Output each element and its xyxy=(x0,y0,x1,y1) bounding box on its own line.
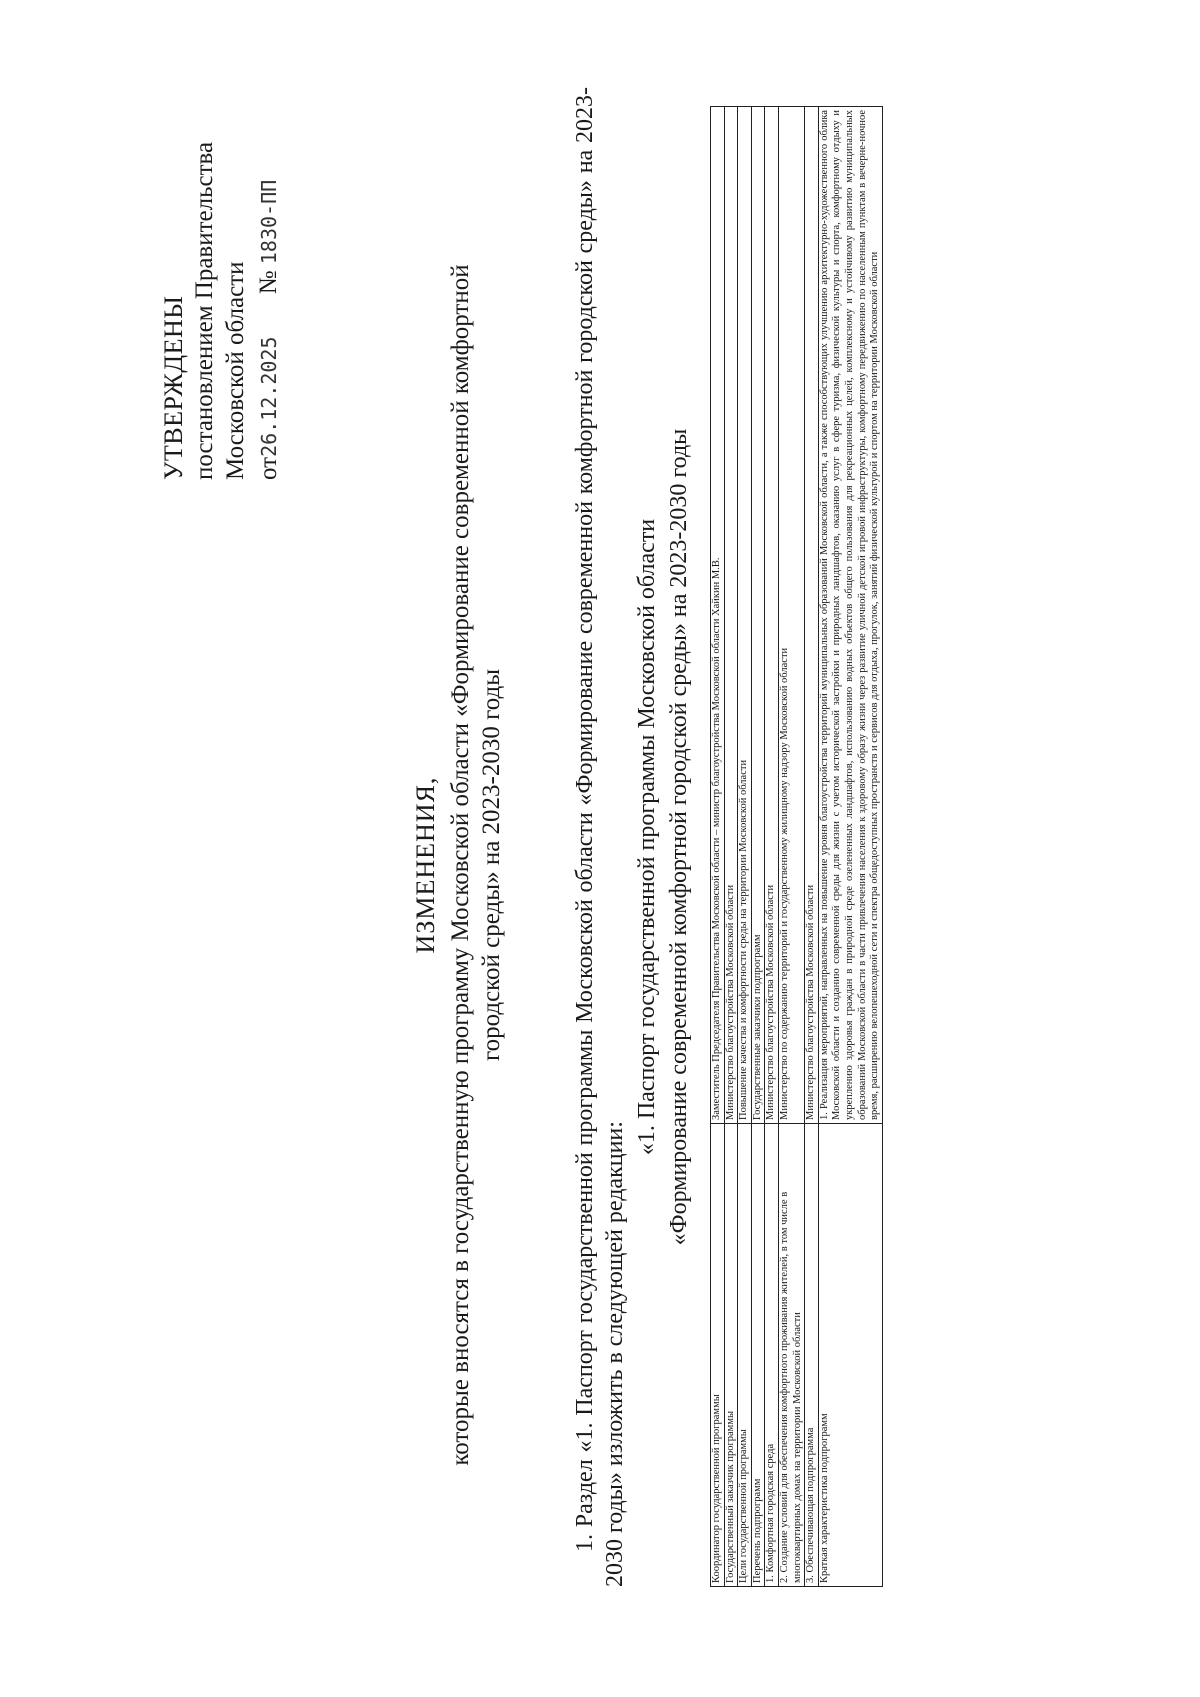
section-intro xyxy=(570,87,694,1587)
document-title xyxy=(410,255,507,1475)
row-value: Заместитель Председателя Правительства Московской области – министр благоустройства Московской области Хайкин М.В. xyxy=(711,107,725,1124)
row-label: 3. Обеспечивающая подпрограмма xyxy=(805,1124,819,1587)
section-paragraph: 1. Раздел «1. Паспорт государственной программы Московской области «Формирование современной комфортной городской среды» на 2023-2030 годы» изложить в следующей редакции: xyxy=(572,87,628,1587)
table-row xyxy=(765,107,779,1587)
number-prefix: № xyxy=(255,270,282,295)
table-row xyxy=(751,107,765,1587)
rotated-sheet xyxy=(80,25,1200,1625)
document-subheading-2: городской среды» на 2023-2030 годы xyxy=(478,668,505,1062)
row-label: 1. Комфортная городская среда xyxy=(765,1124,779,1587)
passport-title-1: «1. Паспорт государственной программы Московской области xyxy=(634,518,660,1156)
row-label: Координатор государственной программы xyxy=(711,1124,725,1587)
approval-line-2: Московской области xyxy=(222,261,249,480)
row-value: Министерство благоустройства Московской области xyxy=(724,107,738,1124)
approval-title: УТВЕРЖДЕНЫ xyxy=(159,295,188,480)
row-label: Государственный заказчик программы xyxy=(724,1124,738,1587)
row-label: Перечень подпрограмм xyxy=(751,1124,765,1587)
table-row xyxy=(738,107,752,1587)
approval-date: 26.12.2025 xyxy=(257,336,281,457)
document-subheading-1: которые вносятся в государственную программу Московской области «Формирование современной комфортной xyxy=(447,264,474,1466)
table-row xyxy=(805,107,819,1587)
table-row xyxy=(711,107,725,1587)
row-value: Министерство по содержанию территорий и государственному жилищному надзору Московской области xyxy=(778,107,804,1124)
passport-table xyxy=(710,106,883,1587)
approval-number: 1830-ПП xyxy=(257,179,281,265)
row-label: Краткая характеристика подпрограмм xyxy=(818,1124,882,1587)
table-row xyxy=(724,107,738,1587)
passport-title-2: «Формирование современной комфортной городской среды» на 2023-2030 годы xyxy=(666,428,692,1246)
row-value: 1. Реализация мероприятий, направленных на повышение уровня благоустройства территорий муниципальных образований Московской области, а также способствующих улучшению архитектурно-художественного облика Московской области и созданию современной среды для жизни с учетом исторической застройки и природных ландшафтов, оказанию услуг в сфере туризма, физической культуры и спорта, комфортному отдыху и укреплению здоровья граждан в природной среде озелененных ландшафтов, использованию водных объектов общего пользования для рекреационных целей, комплексному и устойчивому развитию муниципальных образований Московской области в части привлечения населения к здоровому образу жизни через развитие уличной детской игровой инфраструктуры, комфортному передвижению по населенным пунктам в вечерне-ночное время, расширению велопешеходной сети и спектра общедоступных пространств и сервисов для отдыха, прогулок, занятий физической культурой и спортом на территории Московской области xyxy=(818,107,882,1124)
approval-date-line xyxy=(253,50,285,480)
row-label: Цели государственной программы xyxy=(738,1124,752,1587)
approval-line-1: постановлением Правительства xyxy=(191,141,218,480)
date-prefix: от xyxy=(255,456,282,480)
table-row xyxy=(818,107,882,1587)
row-label: 2. Создание условий для обеспечения комфортного проживания жителей, в том числе в многоквартирных домах на территории Московской области xyxy=(778,1124,804,1587)
row-value: Министерство благоустройства Московской области xyxy=(765,107,779,1124)
table-row xyxy=(778,107,804,1587)
approval-stamp xyxy=(158,50,285,480)
row-value: Повышение качества и комфортности среды на территории Московской области xyxy=(738,107,752,1124)
document-heading: ИЗМЕНЕНИЯ, xyxy=(411,776,440,954)
row-value: Министерство благоустройства Московской области xyxy=(805,107,819,1124)
row-value: Государственные заказчики подпрограмм xyxy=(751,107,765,1124)
